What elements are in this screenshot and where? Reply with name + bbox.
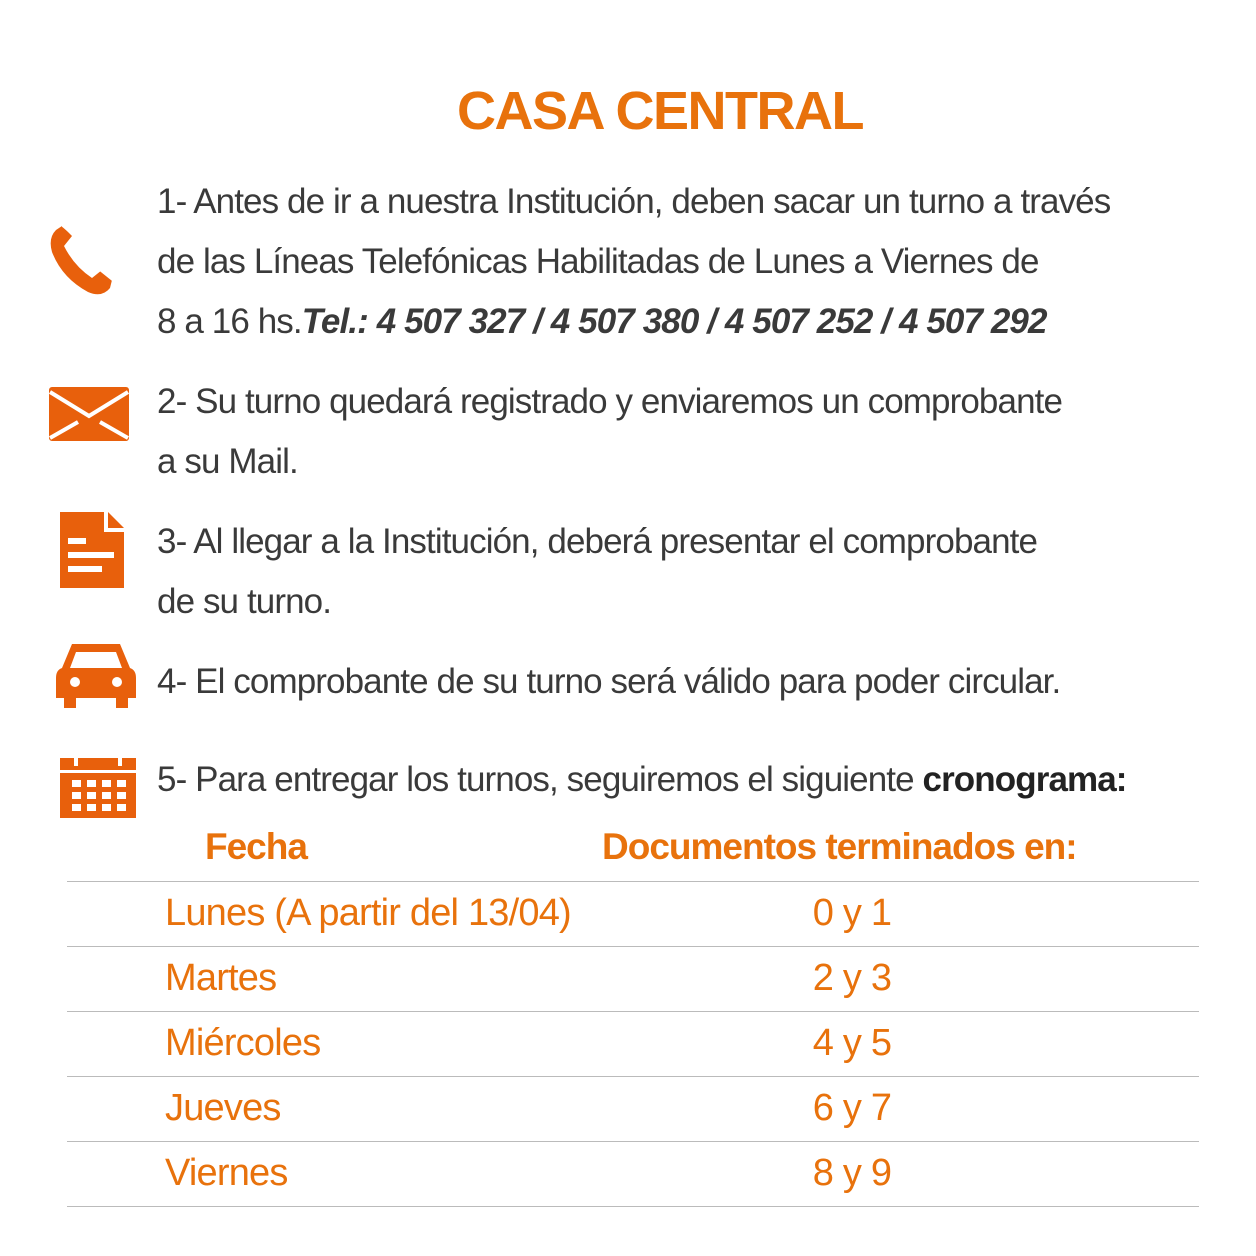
step-1-line-2: de las Líneas Telefónicas Habilitadas de Lunes a Viernes de [157,242,1039,281]
row-fecha: Jueves [165,1087,281,1129]
page-title: CASA CENTRAL [457,81,863,141]
row-fecha: Viernes [165,1152,288,1194]
table-row [67,1141,1199,1207]
step-4 [157,652,1060,712]
mail-icon [48,386,130,442]
table-row [67,946,1199,1012]
step-5 [157,750,1127,810]
step-2-line-1: 2- Su turno quedará registrado y enviaremos un comprobante [157,382,1063,421]
phone-numbers: Tel.: 4 507 327 / 4 507 380 / 4 507 252 / 4 507 292 [301,302,1047,341]
phone-icon [48,222,128,298]
row-docs: 0 y 1 [812,892,892,934]
step-3-line-1: 3- Al llegar a la Institución, deberá presentar el comprobante [157,522,1038,561]
row-docs: 2 y 3 [812,957,892,999]
row-fecha: Lunes (A partir del 13/04) [165,892,571,934]
step-2-line-2: a su Mail. [157,442,298,481]
calendar-icon [60,754,136,818]
row-docs: 4 y 5 [812,1022,892,1064]
step-2 [157,372,1062,492]
row-docs: 8 y 9 [812,1152,892,1194]
table-row [67,881,1199,947]
document-icon [60,512,124,588]
row-docs: 6 y 7 [812,1087,892,1129]
header-fecha: Fecha [205,826,307,867]
step-3-line-2: de su turno. [157,582,332,621]
step-3 [157,512,1037,632]
table-row [67,1011,1199,1077]
step-1-line-1: 1- Antes de ir a nuestra Institución, deben sacar un turno a través [157,182,1111,221]
step-4-line-1: 4- El comprobante de su turno será válido para poder circular. [157,662,1061,701]
table-row [67,1076,1199,1142]
step-5-line-1: 5- Para entregar los turnos, seguiremos el siguiente [157,760,923,799]
cronograma-label: cronograma: [922,760,1127,799]
car-icon [56,640,136,710]
step-1 [157,172,1110,352]
step-1-line-3: 8 a 16 hs. [157,302,302,341]
table-bottom-divider [67,1206,1199,1207]
header-documentos: Documentos terminados en: [602,826,1077,867]
row-fecha: Miércoles [165,1022,321,1064]
row-fecha: Martes [165,957,277,999]
